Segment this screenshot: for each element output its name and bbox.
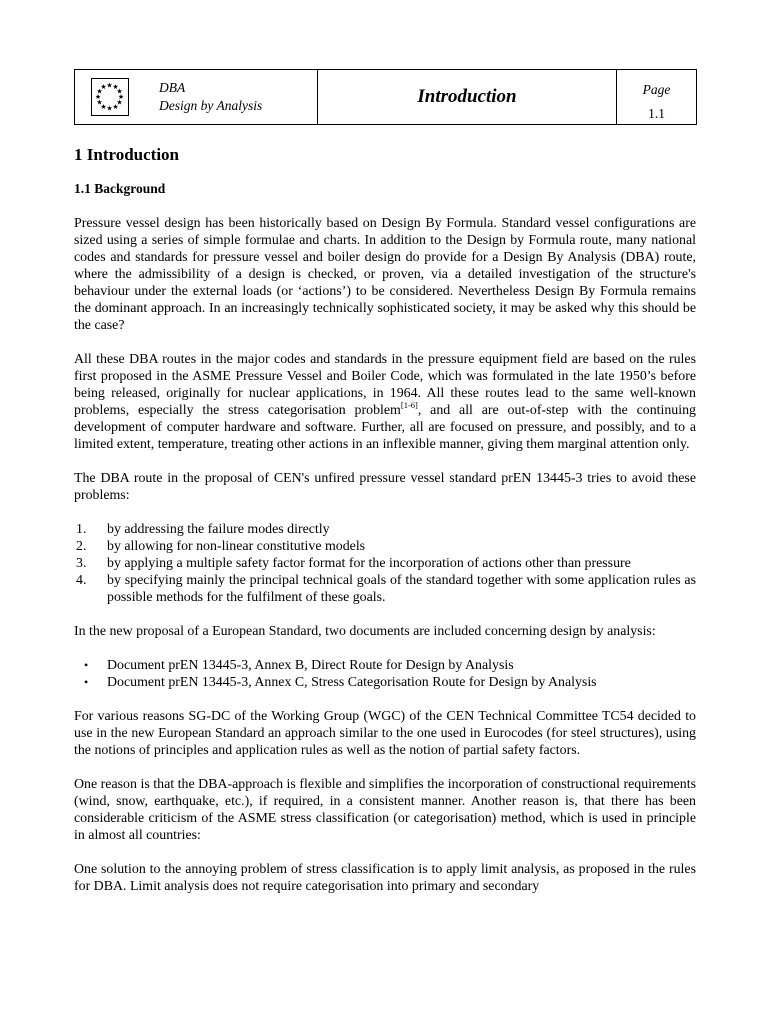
- list-item: [74, 555, 696, 572]
- list-marker: 4.: [76, 573, 87, 588]
- paragraph-5: For various reasons SG-DC of the Working Group (WGC) of the CEN Technical Committee TC54 decided to use in the new European Standard an approach similar to the one used in Eurocodes (for steel structures), using the notions of principles and application rules as well as the notion of partial safety factors.: [74, 709, 696, 758]
- subsection-heading: 1.1 Background: [74, 181, 166, 196]
- list-item-text: by applying a multiple safety factor format for the incorporation of actions other than pressure: [107, 556, 631, 571]
- svg-text:★: ★: [96, 98, 103, 107]
- paragraph-2-part-b: , and all are out-of-step with the continuing development of computer hardware and software. Further, all are focused on pressure, and possibly, and to a limited extent, temperature, treating other actions in an inflexible manner, giving them marginal attention only.: [74, 403, 696, 452]
- bullet-list: [74, 657, 696, 691]
- paragraph-2: [74, 351, 696, 453]
- section-heading: 1 Introduction: [74, 145, 180, 164]
- paragraph-7: One solution to the annoying problem of stress classification is to apply limit analysis, as proposed in the rules for DBA. Limit analysis does not require categorisation into primary and secondary: [74, 862, 696, 894]
- eu-stars-graphic: [92, 79, 127, 114]
- list-marker: 1.: [76, 522, 87, 537]
- list-item: [74, 572, 696, 606]
- svg-text:★: ★: [106, 104, 113, 113]
- svg-text:★: ★: [106, 81, 113, 90]
- list-item-text: Document prEN 13445-3, Annex C, Stress Categorisation Route for Design by Analysis: [107, 675, 597, 690]
- svg-text:★: ★: [112, 103, 119, 111]
- list-item: [74, 521, 696, 538]
- eu-stars-icon: [91, 78, 129, 116]
- svg-text:★: ★: [116, 87, 123, 96]
- list-item: [74, 674, 696, 691]
- list-item-text: Document prEN 13445-3, Annex B, Direct Route for Design by Analysis: [107, 658, 514, 673]
- header-org-titles: [159, 79, 262, 115]
- list-marker: 2.: [76, 539, 87, 554]
- paragraph-6: One reason is that the DBA-approach is flexible and simplifies the incorporation of constructional requirements (wind, snow, earthquake, etc.), if required, in a consistent manner. Another reason is, that there has been considerable criticism of the ASME stress classification (or categorisation) method, which is used in principle in almost all countries:: [74, 777, 696, 843]
- svg-text:★: ★: [100, 103, 107, 111]
- list-item: [74, 538, 696, 555]
- citation-reference: [1-6]: [400, 400, 418, 410]
- list-marker: 3.: [76, 556, 87, 571]
- svg-text:★: ★: [100, 83, 107, 91]
- document-body: [74, 144, 696, 895]
- svg-text:★: ★: [116, 98, 123, 107]
- list-item-text: by addressing the failure modes directly: [107, 522, 330, 537]
- paragraph-4: In the new proposal of a European Standard, two documents are included concerning design by analysis:: [74, 624, 656, 639]
- bullet-icon: •: [84, 658, 89, 672]
- page-label: Page: [642, 82, 671, 97]
- header-page-cell: [617, 70, 696, 124]
- paragraph-2-part-a: All these DBA routes in the major codes and standards in the pressure equipment field are based on the rules first proposed in the ASME Pressure Vessel and Boiler Code, which was formulated in the late 1950’s before being released, originally for nuclear applications, in 1964. All these routes lead to the same well-known problems, especially the stress categorisation problem: [74, 352, 696, 418]
- paragraph-1: Pressure vessel design has been historically based on Design By Formula. Standard vessel configurations are sized using a series of simple formulae and charts. In addition to the Design by Formula route, many national codes and standards for pressure vessel and boiler design do provide for a Design By Analysis (DBA) route, where the admissibility of a design is checked, or proven, via a detailed investigation of the structure's behaviour under the external loads (or ‘actions’) to be considered. Nevertheless Design By Formula remains the dominant approach. In an increasingly technically sophisticated society, it may be asked why this should be the case?: [74, 216, 696, 333]
- header-org-cell: [75, 70, 318, 124]
- page-number: 1.1: [648, 106, 665, 121]
- list-item-text: by specifying mainly the principal technical goals of the standard together with some application rules as possible methods for the fulfilment of these goals.: [107, 573, 696, 605]
- svg-text:★: ★: [112, 83, 119, 91]
- list-item-text: by allowing for non-linear constitutive models: [107, 539, 366, 554]
- header-title-cell: [318, 70, 617, 124]
- header-org-name: Design by Analysis: [159, 98, 263, 113]
- bullet-icon: •: [84, 675, 89, 689]
- page-header: [74, 69, 697, 125]
- svg-text:★: ★: [117, 93, 125, 101]
- numbered-list: [74, 521, 696, 606]
- svg-text:★: ★: [94, 93, 102, 101]
- header-org-abbrev: DBA: [159, 80, 186, 95]
- svg-text:★: ★: [96, 87, 103, 96]
- header-title: Introduction: [417, 86, 517, 107]
- list-item: [74, 657, 696, 674]
- paragraph-3: The DBA route in the proposal of CEN's unfired pressure vessel standard prEN 13445-3 tries to avoid these problems:: [74, 471, 696, 503]
